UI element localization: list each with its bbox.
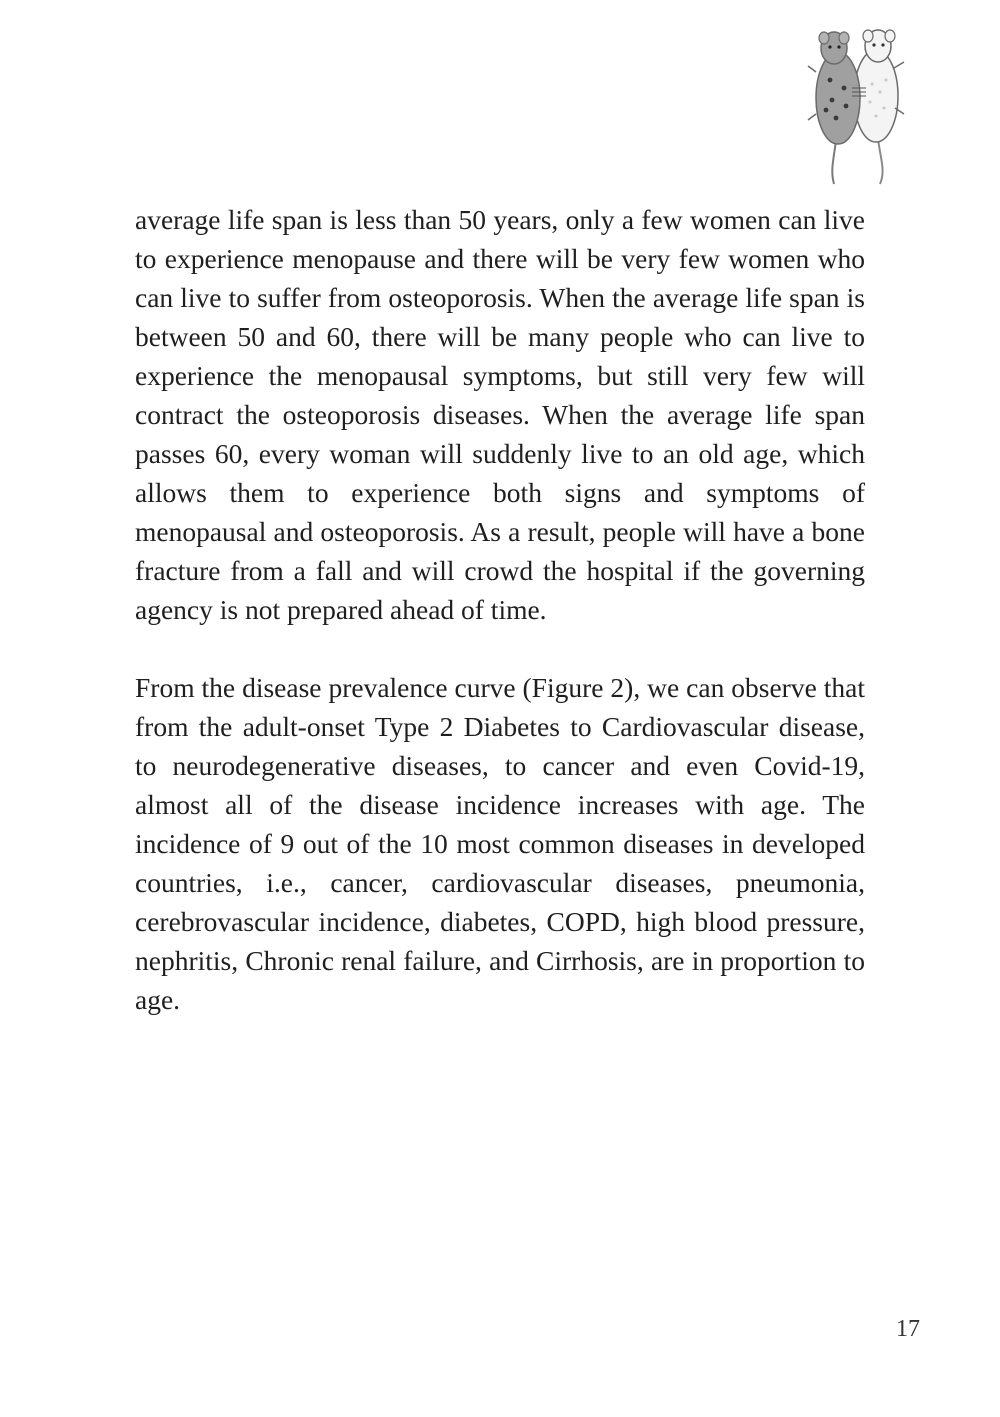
paragraph-disease-prevalence: From the disease prevalence curve (Figure 2), we can observe that from the adult-onset Type 2 Diabetes to Cardiovascular disease, to neurodegenerative diseases, to cancer and even Covid-19, almost all of the disease incidence increases with age. The incidence of 9 out of the 10 most common diseases in developed countries, i.e., cancer, cardiovascular diseases, pneumonia, cerebrovascular incidence, diabetes, COPD, high blood pressure, nephritis, Chronic renal failure, and Cirrhosis, are in proportion to age. [135, 672, 865, 1015]
white-mouse-icon [854, 30, 904, 184]
paragraph-osteoporosis: average life span is less than 50 years, only a few women can live to experience menopause and there will be very few women who can live to suffer from osteoporosis. When the average life span is between 50 and 60, there will be many people who can live to experience the menopausal symptoms, but still very few will contract the osteoporosis diseases. When the average life span passes 60, every woman will suddenly live to an old age, which allows them to experience both signs and symptoms of menopausal and osteoporosis. As a result, people will have a bone fracture from a fall and will crowd the hospital if the governing agency is not prepared ahead of time. [135, 204, 865, 625]
twin-mice-icon [800, 18, 920, 188]
page-number: 17 [896, 1316, 920, 1342]
gray-mouse-icon [808, 32, 860, 184]
body-text [135, 200, 865, 1019]
